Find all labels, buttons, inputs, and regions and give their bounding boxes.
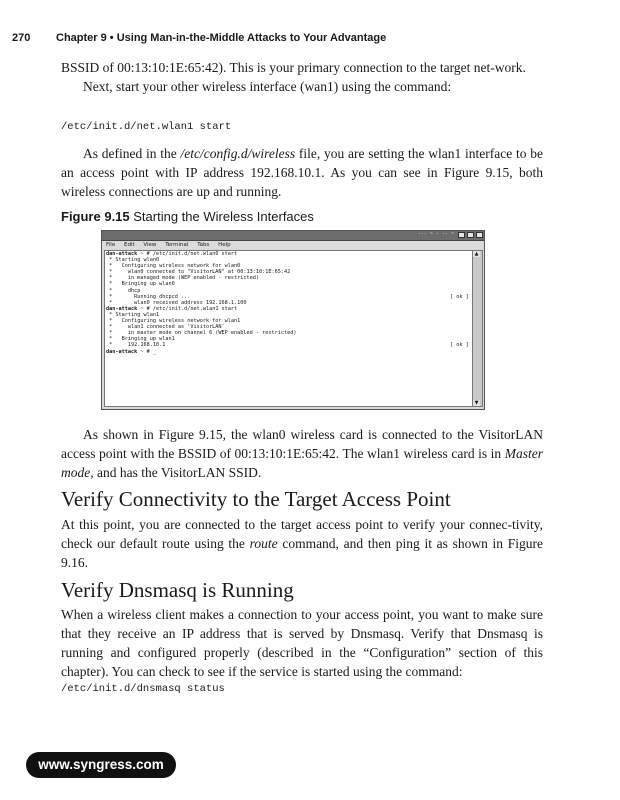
figure-number: Figure 9.15 xyxy=(61,209,130,224)
chapter-title: Chapter 9 • Using Man-in-the-Middle Attacks to Your Advantage xyxy=(56,32,387,44)
text: and has the VisitorLAN SSID. xyxy=(93,465,262,480)
code-line-dnsmasq-status: /etc/init.d/dnsmasq status xyxy=(61,683,225,695)
scroll-down-icon: ▼ xyxy=(474,400,479,406)
close-icon xyxy=(476,232,483,238)
terminal-line-text: * in master mode on channel 6 (WEP enabled - restricted) xyxy=(106,330,297,337)
syngress-url-badge: www.syngress.com xyxy=(26,752,176,778)
config-path: /etc/config.d/wireless xyxy=(180,146,296,161)
menu-view: View xyxy=(143,242,157,248)
terminal-titlebar xyxy=(102,231,484,241)
text: file, you are setting the wlan1 interface to be an access point with IP address 192.168.10.1. As you can see in Figure 9.15, both wireless connections are up and running. xyxy=(61,146,543,199)
menu-file: File xyxy=(106,242,116,248)
terminal-line-text: * 192.168.10.1 xyxy=(106,342,166,349)
text: At this point, you are connected to the target access point to verify your connec-tivity, check our default route using the xyxy=(61,517,543,551)
figure-title: Starting the Wireless Interfaces xyxy=(133,209,314,224)
page-number: 270 xyxy=(12,32,31,44)
scroll-up-icon: ▲ xyxy=(474,251,479,257)
status-ok: [ ok ] xyxy=(450,293,469,300)
code-line-net-wlan1: /etc/init.d/net.wlan1 start xyxy=(61,121,232,133)
text: command, and then ping it as shown in Figure 9.16. xyxy=(61,536,543,570)
terminal-line-text: ~ # /etc/init.d/net.wlan1 start xyxy=(137,305,238,312)
terminal-window-screenshot xyxy=(101,230,485,410)
terminal-prompt: dan-attack xyxy=(106,305,138,312)
terminal-line-text: * Bringing up wlan0 xyxy=(106,281,175,288)
section-heading-dnsmasq: Verify Dnsmasq is Running xyxy=(61,578,294,602)
paragraph-start-wan1: Next, start your other wireless interface (wan1) using the command: xyxy=(83,79,452,94)
terminal-prompt: dan-attack xyxy=(106,251,138,257)
terminal-line-text: * wlan0 received address 192.168.1.100 xyxy=(106,299,247,306)
terminal-line-text: * in managed mode (WEP enabled - restricted) xyxy=(106,275,260,282)
running-header xyxy=(12,32,572,44)
route-command: route xyxy=(249,536,278,551)
terminal-line xyxy=(106,349,472,355)
maximize-icon xyxy=(467,232,474,238)
paragraph-dnsmasq xyxy=(61,605,543,681)
terminal-scrollbar xyxy=(472,250,483,407)
paragraph-bssid xyxy=(61,58,543,96)
figure-caption xyxy=(61,209,314,224)
terminal-output xyxy=(104,250,473,407)
terminal-prompt: dan-attack xyxy=(106,348,138,355)
menu-terminal: Terminal xyxy=(165,242,189,248)
terminal-line-text: * wlan0 connected to "VisitorLAN" at 00:13:10:1E:65:42 xyxy=(106,269,291,276)
terminal-line-text: * wlan1 connected as 'VisitorLAN' xyxy=(106,324,225,331)
terminal-line-text: * Configuring wireless network for wlan1 xyxy=(106,318,241,325)
text: As defined in the xyxy=(83,146,181,161)
paragraph-connectivity xyxy=(61,515,543,572)
paragraph-text: BSSID of 00:13:10:1E:65:42). This is your primary connection to the target net-work. xyxy=(61,60,526,75)
terminal-line-text: * dhcp xyxy=(106,287,141,294)
terminal-line-text: * Starting wlan1 xyxy=(106,311,160,318)
master-mode-term: Master mode, xyxy=(61,446,543,480)
terminal-line-text: ~ # _ xyxy=(137,348,156,355)
terminal-title: --- ~ - -- ~ xyxy=(417,231,454,237)
terminal-line-text: * Starting wlan0 xyxy=(106,257,160,264)
terminal-line-text: ~ # /etc/init.d/net.wlan0 start xyxy=(137,251,238,257)
paragraph-figure-explanation xyxy=(61,425,543,482)
paragraph-text: When a wireless client makes a connection to your access point, you want to make sure that they receive an IP address that is served by Dnsmasq. Verify that Dnsmasq is running and configured properly (described in the “Configuration” section of this chapter). You can check to see if the service is started using the command: xyxy=(61,607,543,679)
terminal-line-text: * Running dhcpcd ... xyxy=(106,293,191,300)
terminal-menubar xyxy=(102,241,484,249)
section-heading-connectivity: Verify Connectivity to the Target Access Point xyxy=(61,487,451,511)
text: As shown in Figure 9.15, the wlan0 wireless card is connected to the VisitorLAN access point with the BSSID of 00:13:10:1E:65:42. The wlan1 wireless card is in xyxy=(61,427,543,461)
menu-help: Help xyxy=(218,242,231,248)
terminal-line-text: * Bringing up wlan1 xyxy=(106,336,175,343)
minimize-icon xyxy=(458,232,465,238)
terminal-line-text: * Configuring wireless network for wlan0 xyxy=(106,263,241,270)
paragraph-config xyxy=(61,144,543,201)
status-ok: [ ok ] xyxy=(450,342,469,349)
menu-tabs: Tabs xyxy=(197,242,210,248)
menu-edit: Edit xyxy=(123,242,135,248)
